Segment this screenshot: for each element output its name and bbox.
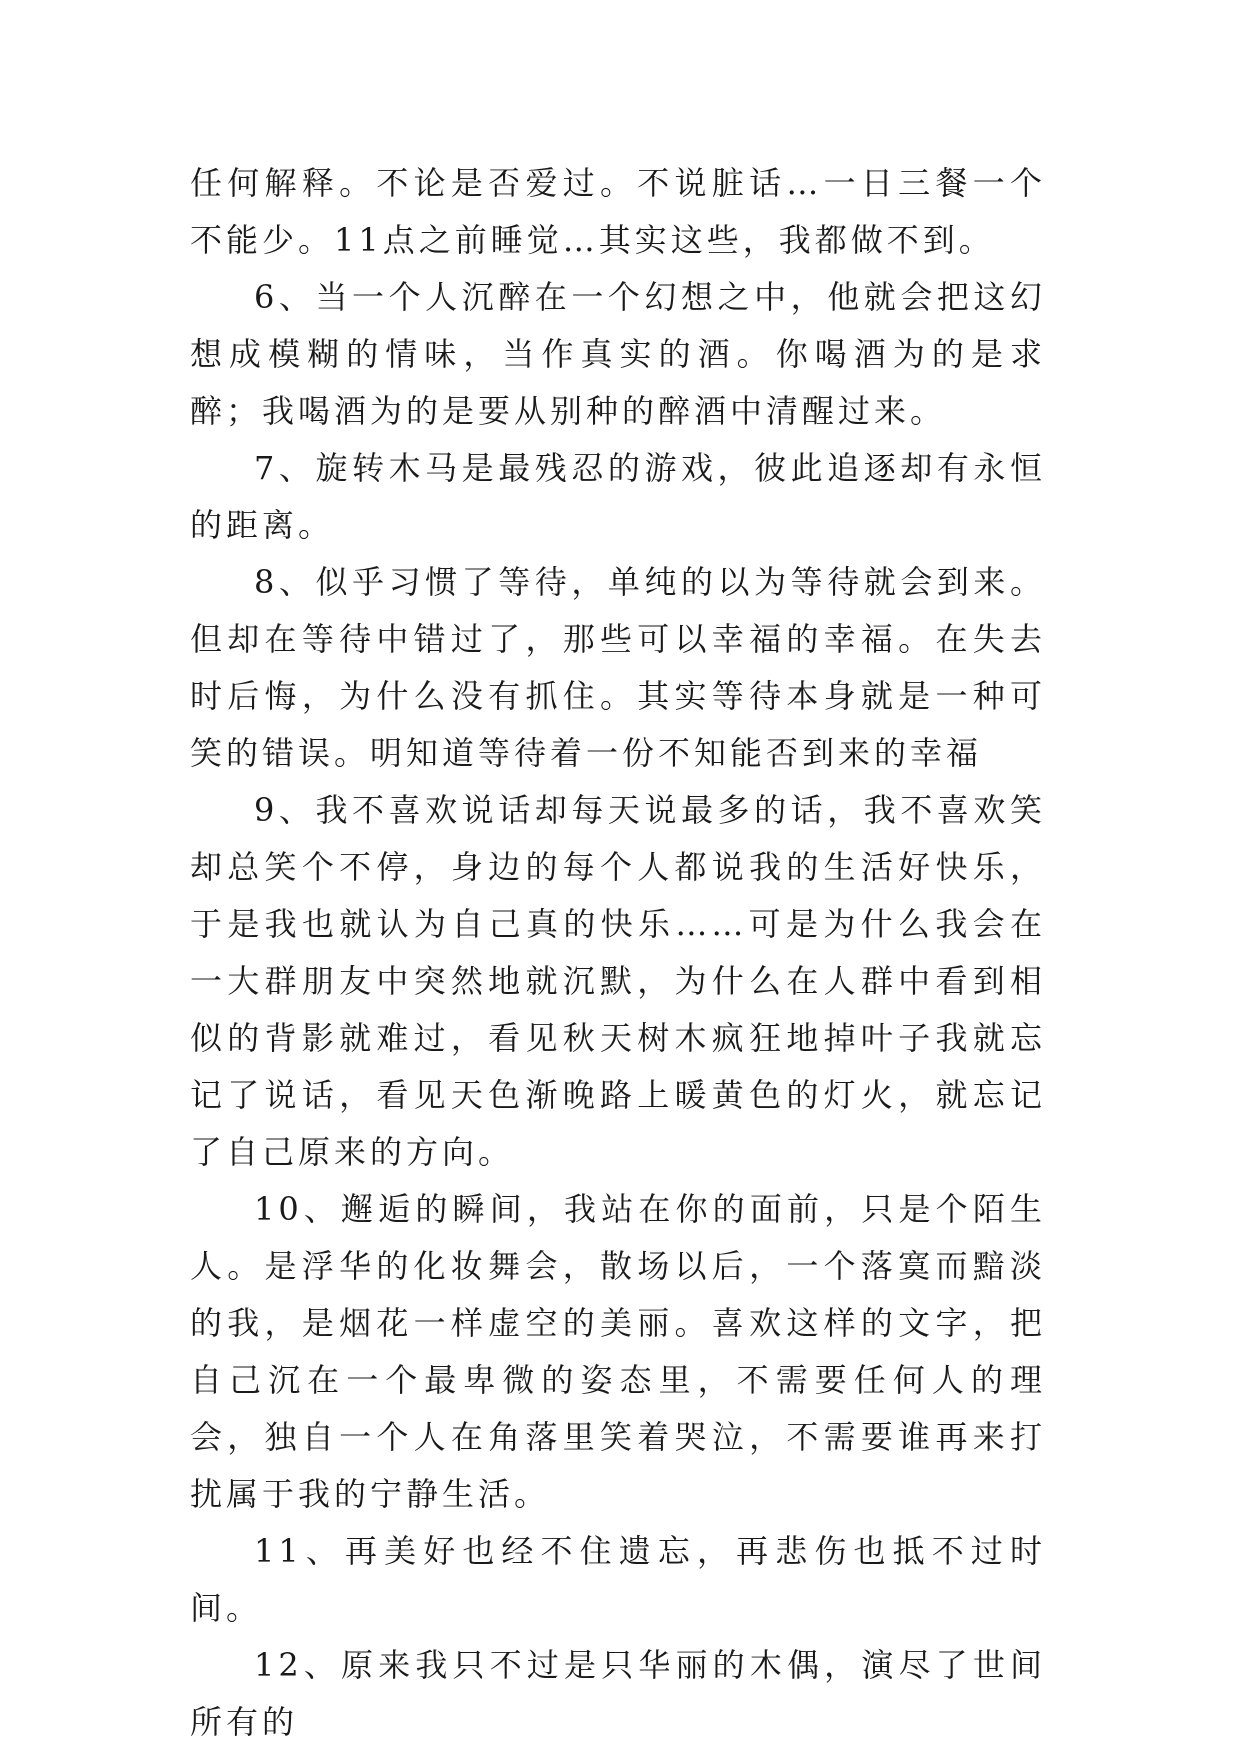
paragraph-item-6: 6、当一个人沉醉在一个幻想之中，他就会把这幻想成模糊的情味，当作真实的酒。你喝酒为的是求醉；我喝酒为的是要从别种的醉酒中清醒过来。	[190, 278, 1046, 430]
paragraph-item-8: 8、似乎习惯了等待，单纯的以为等待就会到来。但却在等待中错过了，那些可以幸福的幸福。在失去时后悔，为什么没有抓住。其实等待本身就是一种可笑的错误。明知道等待着一份不知能否到来的幸福	[190, 563, 1046, 772]
document-body	[190, 155, 1046, 1751]
paragraph-item-12: 12、原来我只不过是只华丽的木偶，演尽了世间所有的	[190, 1646, 1046, 1741]
paragraph-item-10: 10、邂逅的瞬间，我站在你的面前，只是个陌生人。是浮华的化妆舞会，散场以后，一个落寞而黯淡的我，是烟花一样虚空的美丽。喜欢这样的文字，把自己沉在一个最卑微的姿态里，不需要任何人的理会，独自一个人在角落里笑着哭泣，不需要谁再来打扰属于我的宁静生活。	[190, 1190, 1046, 1513]
paragraph-item-9: 9、我不喜欢说话却每天说最多的话，我不喜欢笑却总笑个不停，身边的每个人都说我的生活好快乐，于是我也就认为自己真的快乐……可是为什么我会在一大群朋友中突然地就沉默，为什么在人群中看到相似的背影就难过，看见秋天树木疯狂地掉叶子我就忘记了说话，看见天色渐晚路上暖黄色的灯火，就忘记了自己原来的方向。	[190, 791, 1046, 1171]
paragraph-item-7: 7、旋转木马是最残忍的游戏，彼此追逐却有永恒的距离。	[190, 449, 1046, 544]
paragraph-continuation: 任何解释。不论是否爱过。不说脏话…一日三餐一个不能少。11点之前睡觉…其实这些，我都做不到。	[190, 164, 1046, 259]
paragraph-item-11: 11、再美好也经不住遗忘，再悲伤也抵不过时间。	[190, 1532, 1046, 1627]
